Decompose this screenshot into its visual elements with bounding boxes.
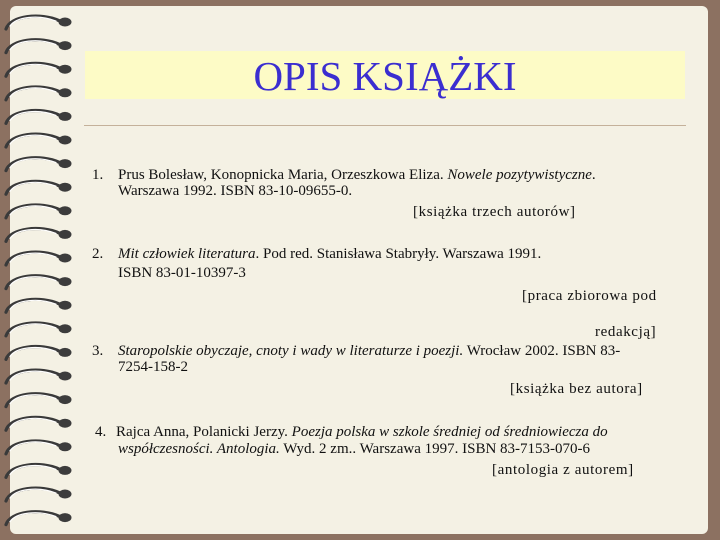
binding-ring <box>6 252 72 265</box>
entry-line <box>118 245 541 263</box>
entry-type-tag-cont: redakcją] <box>595 324 657 340</box>
entry-work-title: Mit człowiek literatura <box>118 246 256 262</box>
entry-number: 4. <box>95 424 107 440</box>
binding-ring <box>6 134 72 147</box>
binding-ring <box>6 158 72 171</box>
entry-number: 1. <box>92 167 104 183</box>
title-divider <box>84 125 686 126</box>
binding-ring <box>6 394 72 407</box>
entry-line <box>118 342 620 360</box>
binding-ring <box>6 87 72 100</box>
binding-ring <box>6 370 72 383</box>
binding-ring <box>6 488 72 501</box>
entry-publication: Wrocław 2002. ISBN 83- <box>463 343 621 359</box>
entry-authors: Prus Bolesław, Konopnicka Maria, Orzeszkowa Eliza. <box>118 167 444 183</box>
entry-publication: Wyd. 2 zm.. Warszawa 1997. ISBN 83-7153-070-6 <box>279 441 591 457</box>
entry-isbn: ISBN 83-01-10397-3 <box>118 265 246 281</box>
binding-ring <box>6 205 72 218</box>
binding-ring <box>6 299 72 312</box>
binding-ring <box>6 40 72 53</box>
binding-ring <box>6 347 72 360</box>
entry-punct: . <box>591 167 596 183</box>
entry-line <box>116 423 608 441</box>
entry-isbn: 7254-158-2 <box>118 359 188 375</box>
entry-work-title: Staropolskie obyczaje, cnoty i wady w literaturze i poezji. <box>118 343 464 359</box>
entry-type-tag: [antologia z autorem] <box>492 462 634 478</box>
binding-ring <box>6 417 72 430</box>
entry-work-title-cont: współczesności. Antologia. <box>118 441 280 457</box>
entry-number: 3. <box>92 343 104 359</box>
page-title: OPIS KSIĄŻKI <box>253 53 517 99</box>
entry-work-title: Nowele pozytywistyczne <box>447 167 592 183</box>
entry-publication: Warszawa 1992. ISBN 83-10-09655-0. <box>118 183 353 199</box>
entry-type-tag: [książka trzech autorów] <box>413 204 576 220</box>
binding-ring <box>6 181 72 194</box>
spiral-binding <box>0 0 80 540</box>
entry-authors: Rajca Anna, Polanicki Jerzy. <box>116 424 288 440</box>
entry-type-tag: [książka bez autora] <box>510 381 643 397</box>
binding-ring <box>6 229 72 242</box>
binding-ring <box>6 276 72 289</box>
entry-publication: . Pod red. Stanisława Stabryły. Warszawa 1991. <box>255 246 542 262</box>
entry-line <box>118 440 590 458</box>
binding-ring <box>6 63 72 76</box>
binding-ring <box>6 512 72 525</box>
entry-work-title: Poezja polska w szkole średniej od średniowiecza do <box>291 424 608 440</box>
entry-number: 2. <box>92 246 104 262</box>
binding-ring <box>6 441 72 454</box>
binding-ring <box>6 16 72 29</box>
binding-ring <box>6 465 72 478</box>
binding-ring <box>6 111 72 124</box>
binding-ring <box>6 323 72 336</box>
entry-type-tag: [praca zbiorowa pod <box>522 288 657 304</box>
